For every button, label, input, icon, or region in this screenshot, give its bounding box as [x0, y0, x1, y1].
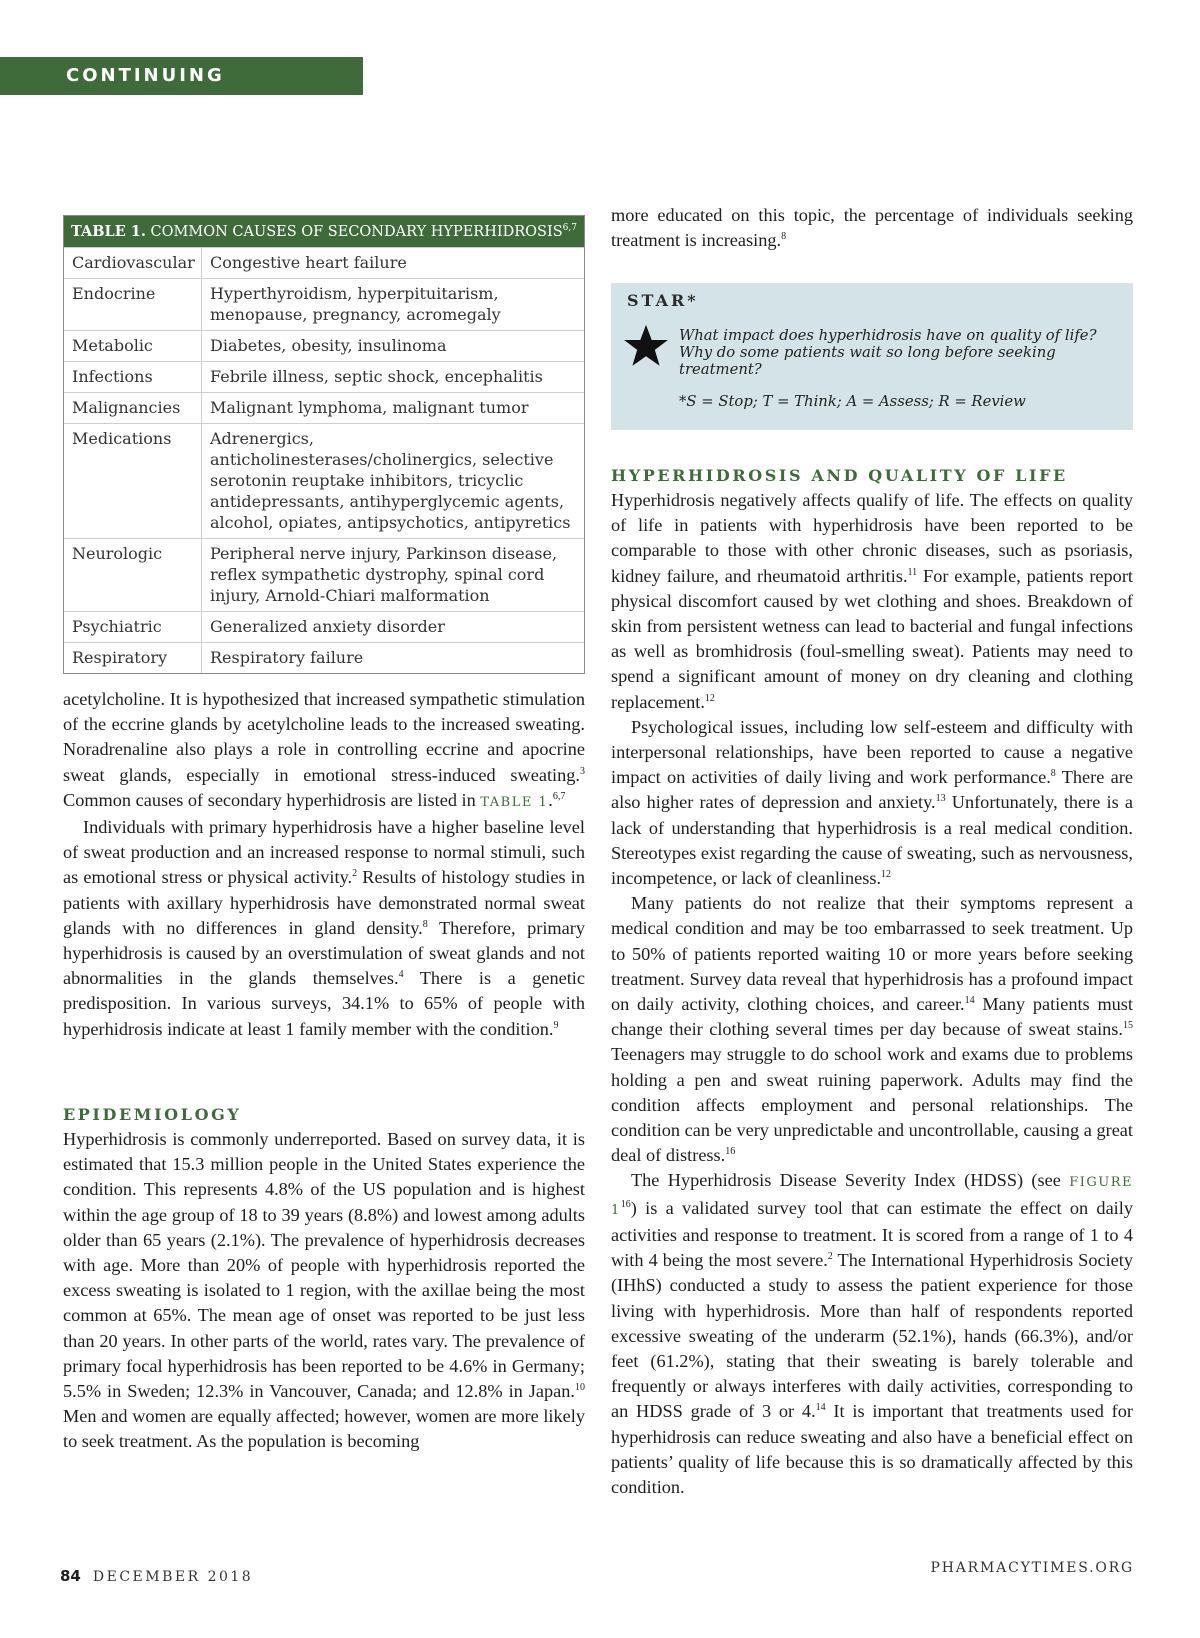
table-category-cell: Endocrine: [64, 279, 202, 330]
table-causes-cell: Diabetes, obesity, insulinoma: [210, 336, 447, 355]
table-row: [64, 538, 584, 611]
epidemiology-text: [63, 1127, 585, 1455]
star-question: What impact does hyperhidrosis have on quality of life? Why do some patients wait so long before seeking treatment?: [679, 327, 1097, 378]
table-row: [64, 278, 584, 330]
table-category-cell: Metabolic: [64, 331, 202, 361]
table-row: [64, 611, 584, 642]
issue-date: DECEMBER 2018: [92, 1569, 254, 1585]
quality-of-life-heading: HYPERHIDROSIS AND QUALITY OF LIFE: [611, 466, 1068, 485]
table-causes-cell: Congestive heart failure: [210, 253, 407, 272]
table-causes-cell: Adrenergics, anticholinesterases/cholinergics, selective serotonin reuptake inhibitors, tricyclic antidepressants, antihyperglycemic agents, alcohol, opiates, antipsychotics, antipyretics: [210, 429, 571, 532]
paragraph: Many patients do not realize that their symptoms represent a medical condition and may be too embarrassed to seek treatment. Up to 50% of patients reported waiting 10 or more years before seeking treatment. Survey data reveal that hyperhidrosis has a profound impact on daily activity, clothing choices, and career.$^{14}$ Many patients must change their clothing several times per day because of sweat stains.$^{15}$ Teenagers may struggle to do school work and exams due to problems holding a pen and sweat ruining paperwork. Adults may find the condition affects employment and personal relationships. The condition can be very unpredictable and uncontrollable, causing a great deal of distress.$^{16}$: [611, 893, 1134, 1166]
table-category-cell: Medications: [64, 424, 202, 538]
right-intro-text: [611, 203, 1133, 253]
site-url[interactable]: PHARMACYTIMES.ORG: [930, 1560, 1134, 1576]
paragraph: more educated on this topic, the percentage of individuals seeking treatment is increasing.$^8$: [611, 205, 1133, 251]
table-reference-link[interactable]: TABLE 1: [480, 794, 549, 810]
table-title: COMMON CAUSES OF SECONDARY HYPERHIDROSIS: [150, 224, 563, 240]
table-causes-cell: Generalized anxiety disorder: [210, 617, 445, 636]
paragraph: Psychological issues, including low self-esteem and difficulty with interpersonal relationships, have been reported to cause a negative impact on activities of daily living and work performance.$^8$ There are also higher rates of depression and anxiety.$^{13}$ Unfortunately, there is a lack of understanding that hyperhidrosis is a real medical condition. Stereotypes exist regarding the cause of sweating, such as nervousness, incompetence, or lack of cleanliness.$^{12}$: [611, 716, 1133, 889]
table-category-cell: Psychiatric: [64, 612, 202, 642]
table-causes-cell: Malignant lymphoma, malignant tumor: [210, 398, 529, 417]
star-icon: [623, 323, 669, 369]
paragraph: The Hyperhidrosis Disease Severity Index (HDSS) (see FIGURE $1^{16}$) is a validated survey tool that can estimate the effect on daily activities and response to treatment. It is scored from a range of 1 to 4 with 4 being the most severe.$^2$ The International Hyperhidrosis Society (IHhS) conducted a study to assess the patient experience for those living with hyperhidrosis. More than half of respondents reported excessive sweating of the underarm (52.1%), hands (66.3%), and/or feet (61.2%), stating that their sweating is barely tolerable and frequently or always interferes with daily activities, corresponding to an HDSS grade of 3 or 4.14 It is important that treatments used for hyperhidrosis can reduce sweating and also have a beneficial effect on patients’ quality of life because this is so dramatically affected by this condition.: [611, 1170, 1133, 1497]
star-title: STAR*: [627, 291, 699, 310]
table-row: [64, 330, 584, 361]
table-causes-cell: Hyperthyroidism, hyperpituitarism, menopause, pregnancy, acromegaly: [210, 284, 501, 324]
table-category-cell: Cardiovascular: [64, 248, 202, 278]
paragraph: Hyperhidrosis is commonly underreported. Based on survey data, it is estimated that 15.3 million people in the United States experience the condition. This represents 4.8% of the US population and is highest within the age group of 18 to 39 years (8.8%) and lowest among adults older than 65 years (2.1%). The prevalence of hyperhidrosis decreases with age. More than 20% of people with hyperhidrosis reported the excess sweating is isolated to 1 region, with the axillae being the most common at 65%. The mean age of onset was reported to be just less than 20 years. In other parts of the world, rates vary. The prevalence of primary focal hyperhidrosis has been reported to be 4.6% in Germany; 5.5% in Sweden; 12.3% in Vancouver, Canada; and 12.8% in Japan.$^{10}$ Men and women are equally affected; however, women are more likely to seek treatment. As the population is becoming: [63, 1129, 585, 1452]
section-banner: CONTINUING EDUCATION: [0, 57, 363, 95]
star-callout-box: [611, 283, 1133, 430]
star-acronym-note: *S = Stop; T = Think; A = Assess; R = Review: [679, 393, 1026, 410]
table-category-cell: Neurologic: [64, 539, 202, 611]
epidemiology-heading: EPIDEMIOLOGY: [63, 1105, 242, 1124]
quality-of-life-text: [611, 488, 1133, 1500]
table-row: [64, 361, 584, 392]
table-refs: 6,7: [562, 223, 577, 234]
table-label: TABLE 1.: [71, 223, 146, 240]
figure-reference-link[interactable]: FIGURE 1: [611, 1175, 1133, 1218]
table-caption: [64, 216, 584, 247]
footer-left: [60, 1567, 253, 1585]
paragraph: Individuals with primary hyperhidrosis have a higher baseline level of sweat production and an increased response to normal stimuli, such as emotional stress or physical activity.$^2$ Results of histology studies in patients with axillary hyperhidrosis have demonstrated normal sweat glands with no differences in gland density.$^8$ Therefore, primary hyperhidrosis is caused by an overstimulation of sweat glands and not abnormalities in the glands themselves.$^4$ There is a genetic predisposition. In various surveys, 34.1% to 65% of people with hyperhidrosis indicate at least 1 family member with the condition.$^9$: [63, 817, 585, 1039]
table-row: [64, 642, 584, 673]
left-body-text: [63, 687, 585, 1042]
table-row: [64, 247, 584, 278]
paragraph: Hyperhidrosis negatively affects qualify of life. The effects on quality of life in patients with hyperhidrosis have been reported to be comparable to those with other chronic diseases, such as psoriasis, kidney failure, and rheumatoid arthritis.$^{11}$ For example, patients report physical discomfort caused by wet clothing and shoes. Breakdown of skin from persistent wetness can lead to bacterial and fungal infections as well as bromhidrosis (foul-smelling sweat). Patients may need to spend a significant amount of money on dry cleaning and clothing replacement.$^{12}$: [611, 490, 1133, 712]
causes-table: [63, 215, 585, 674]
table-causes-cell: Respiratory failure: [210, 648, 364, 667]
table-category-cell: Infections: [64, 362, 202, 392]
page-number: 84: [60, 1567, 81, 1585]
table-causes-cell: Febrile illness, septic shock, encephalitis: [210, 367, 543, 386]
table-causes-cell: Peripheral nerve injury, Parkinson disease, reflex sympathetic dystrophy, spinal cord injury, Arnold-Chiari malformation: [210, 544, 558, 605]
table-category-cell: Respiratory: [64, 643, 202, 673]
paragraph: acetylcholine. It is hypothesized that increased sympathetic stimulation of the eccrine glands by acetylcholine leads to the increased sweating. Noradrenaline also plays a role in controlling eccrine and apocrine sweat glands, especially in emotional stress-induced sweating.$^3$ Common causes of secondary hyperhidrosis are listed in TABLE 1.$^{6,7}$: [63, 689, 585, 810]
table-row: [64, 423, 584, 538]
table-body: [64, 247, 584, 673]
table-row: [64, 392, 584, 423]
table-category-cell: Malignancies: [64, 393, 202, 423]
